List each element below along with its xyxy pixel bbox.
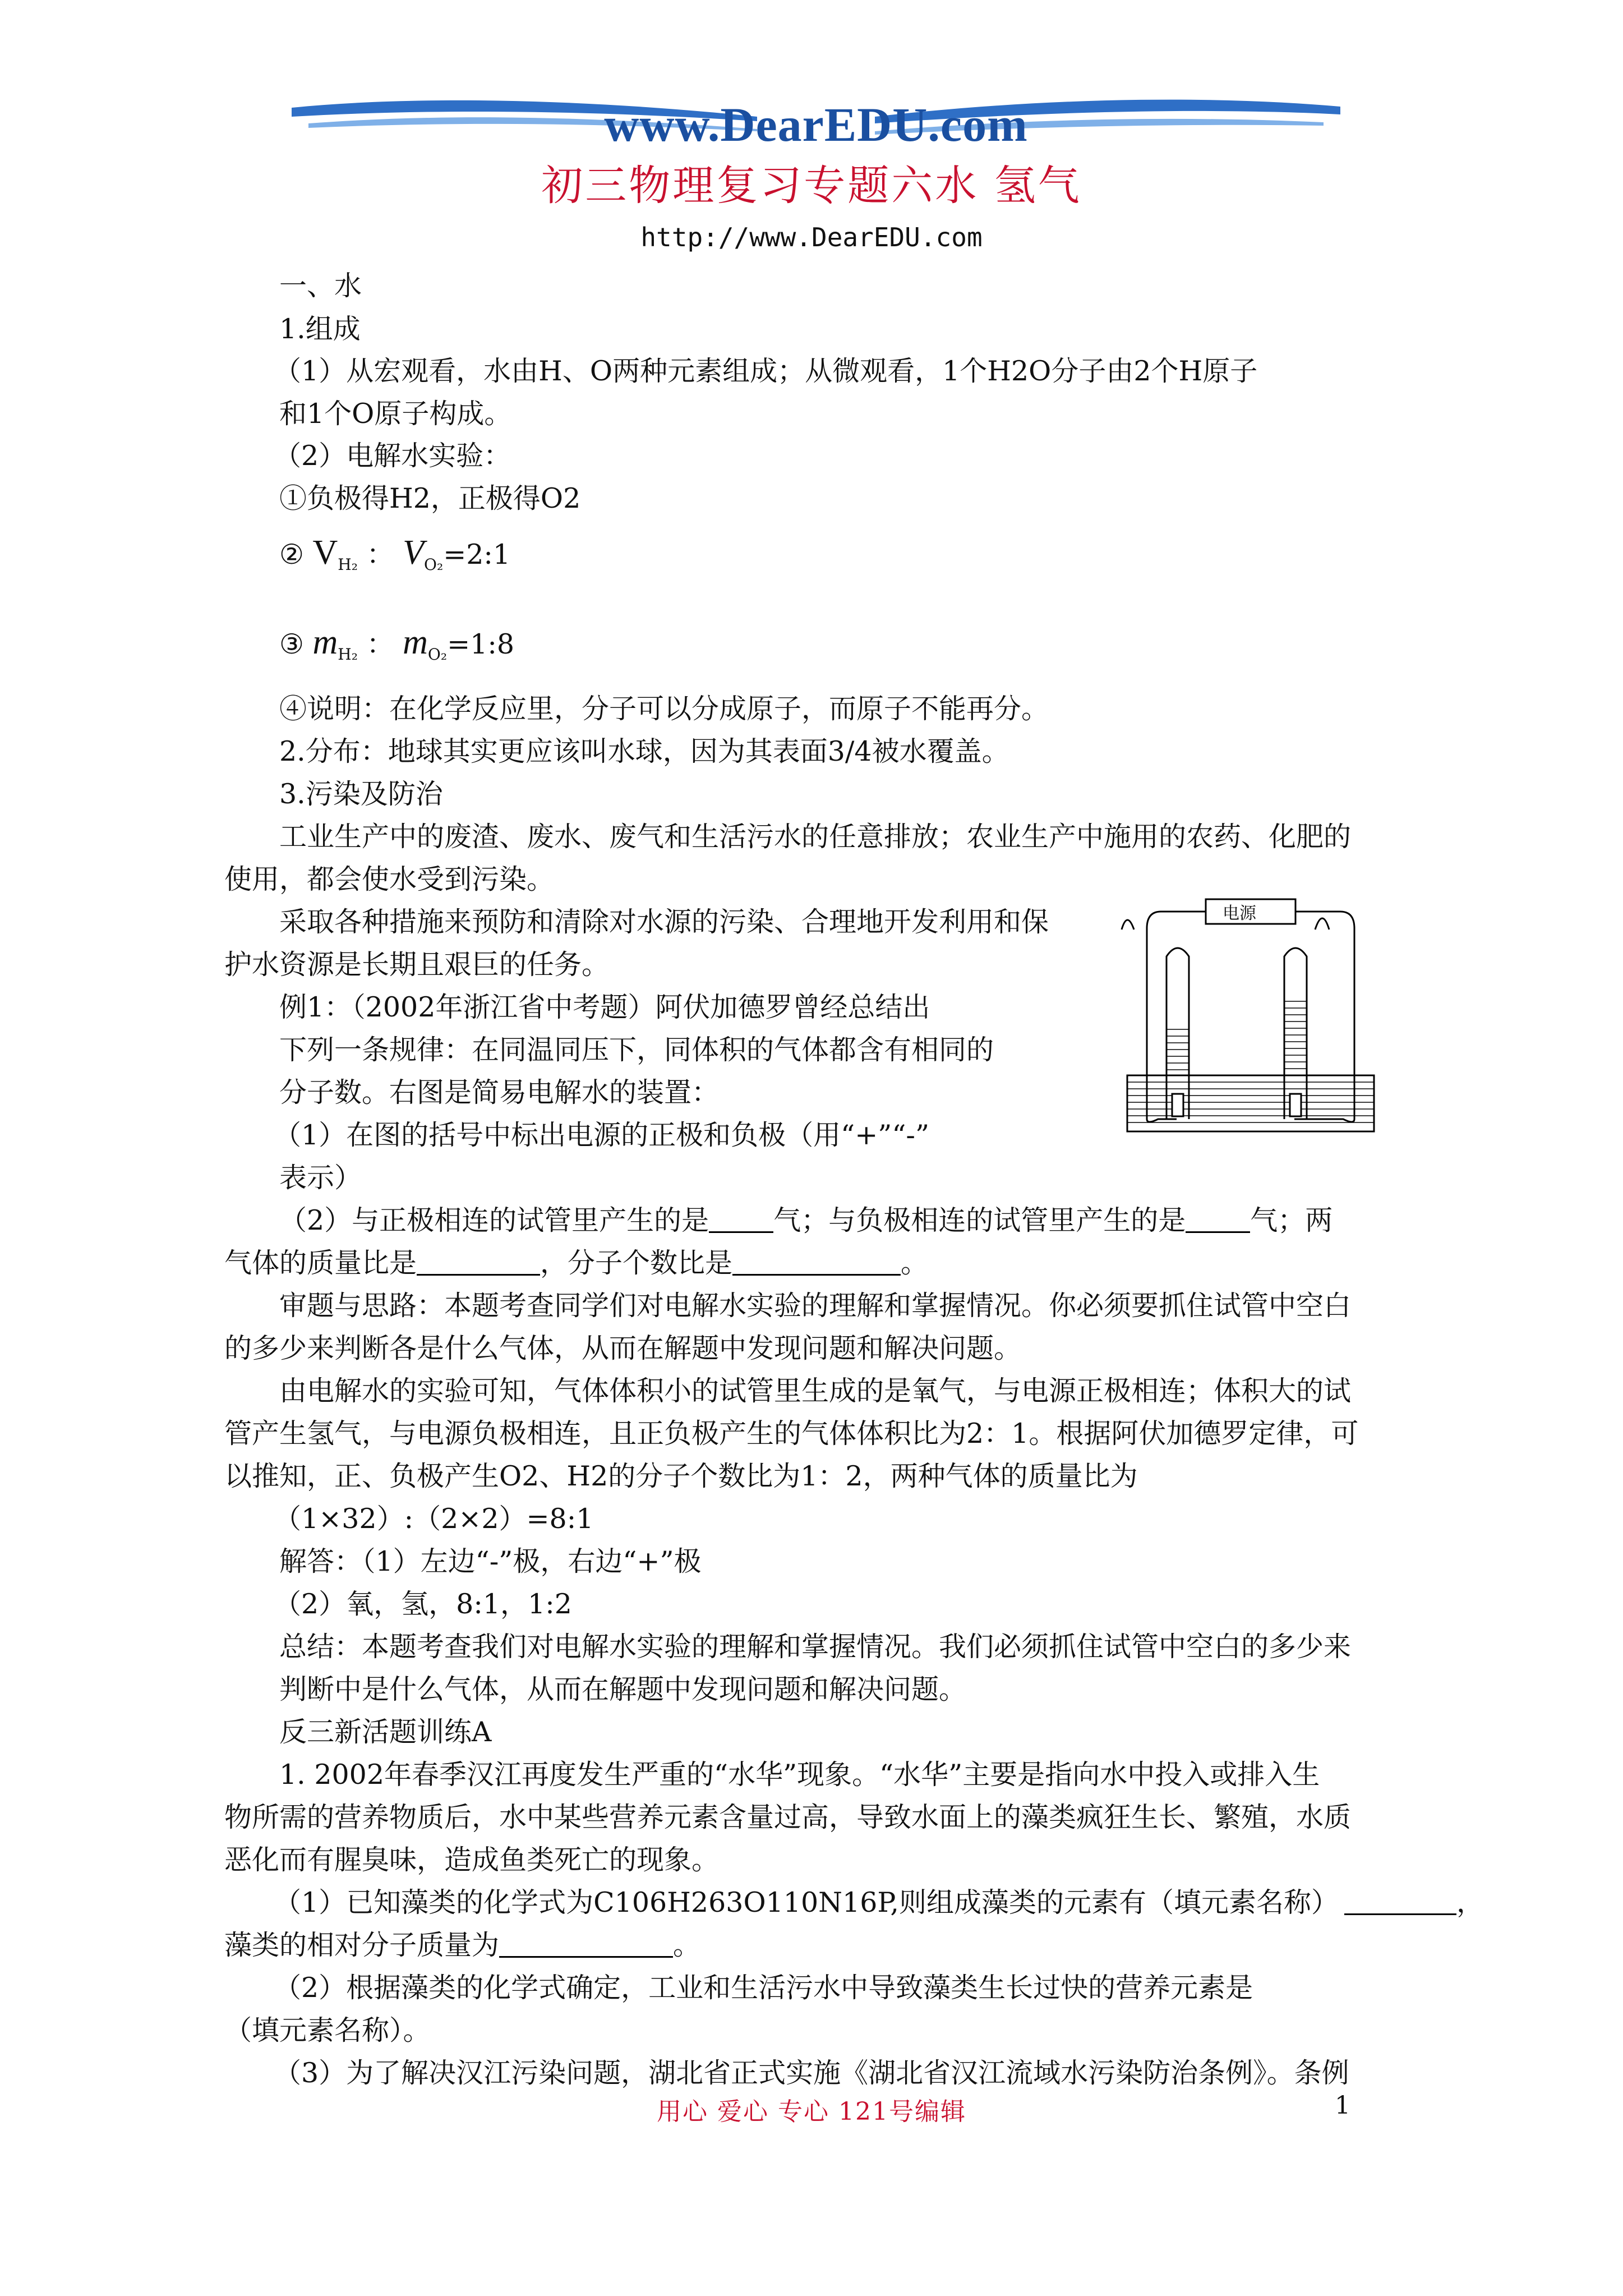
formula-subscript: H₂ <box>338 555 358 574</box>
paragraph: 使用，都会使水受到污染。 <box>224 863 555 895</box>
formula-number: ② <box>279 539 304 570</box>
question-text: （2）与正极相连的试管里产生的是 <box>279 1204 709 1236</box>
source-url: http://www.DearEDU.com <box>640 222 983 252</box>
paragraph: （1）从宏观看，水由H、O两种元素组成；从微观看，1个H2O分子由2个H原子 <box>274 355 1258 387</box>
formula-subscript: O₂ <box>427 645 448 664</box>
paragraph: （2）电解水实验： <box>274 440 511 472</box>
answer-paragraph: （2）氧，氢，8:1，1:2 <box>274 1588 572 1620</box>
analysis-paragraph: 由电解水的实验可知，气体体积小的试管里生成的是氧气，与电源正极相连；体积大的试 <box>279 1375 1352 1407</box>
analysis-paragraph: 以推知，正、负极产生O2、H2的分子个数比为1：2，两种气体的质量比为 <box>224 1460 1138 1492</box>
electrolysis-apparatus-diagram <box>1116 895 1385 1136</box>
example-paragraph: 下列一条规律：在同温同压下，同体积的气体都含有相同的 <box>279 1034 994 1066</box>
banner-site-name: www.DearEDU.com <box>604 98 1028 151</box>
example-paragraph: 例1：（2002年浙江省中考题）阿伏加德罗曾经总结出 <box>279 991 930 1023</box>
formula-symbol: V <box>403 533 424 572</box>
exercise-paragraph: （填元素名称）。 <box>224 2014 431 2046</box>
exercise-paragraph: 恶化而有腥臭味，造成鱼类死亡的现象。 <box>224 1844 720 1876</box>
formula-symbol: m <box>403 623 428 661</box>
question-text: 气；与负极相连的试管里产生的是 <box>773 1204 1186 1236</box>
question-text: 气体的质量比是 <box>224 1247 417 1279</box>
analysis-paragraph: 的多少来判断各是什么气体，从而在解题中发现问题和解决问题。 <box>224 1332 1022 1364</box>
analysis-equation: （1×32）:（2×2）=8:1 <box>274 1503 594 1535</box>
formula-symbol: m <box>312 623 338 661</box>
header-banner <box>292 84 1340 163</box>
analysis-paragraph: 管产生氢气，与电源负极相连，且正负极产生的气体体积比为2：1。根据阿伏加德罗定律，可 <box>224 1418 1359 1450</box>
question-paragraph <box>279 1203 1332 1239</box>
question-text: 藻类的相对分子质量为 <box>224 1929 500 1961</box>
formula-result: =1:8 <box>447 628 515 660</box>
power-source-label: 电源 <box>1223 904 1256 923</box>
paragraph: 采取各种措施来预防和清除对水源的污染、合理地开发利用和保 <box>279 906 1049 938</box>
question-text: 气；两 <box>1250 1204 1333 1236</box>
question-paragraph: 表示） <box>279 1162 362 1194</box>
exercise-paragraph <box>224 1927 700 1963</box>
answer-paragraph: 解答：（1）左边“-”极，右边“+”极 <box>279 1545 702 1577</box>
paragraph: ①负极得H2，正极得O2 <box>279 482 581 514</box>
formula-separator: ： <box>366 539 394 570</box>
formula-subscript: H₂ <box>338 645 358 664</box>
summary-paragraph: 判断中是什么气体，从而在解题中发现问题和解决问题。 <box>279 1673 967 1705</box>
section-heading: 一、水 <box>279 270 362 302</box>
answer-blank[interactable] <box>1344 1889 1456 1915</box>
answer-blank[interactable] <box>499 1931 673 1958</box>
volume-ratio-formula <box>279 533 510 574</box>
exercise-paragraph: 1. 2002年春季汉江再度发生严重的“水华”现象。“水华”主要是指向水中投入或排入生 <box>279 1759 1320 1791</box>
paragraph: 和1个O原子构成。 <box>279 398 512 430</box>
analysis-paragraph: 审题与思路：本题考查同学们对电解水实验的理解和掌握情况。你必须要抓住试管中空白 <box>279 1290 1352 1322</box>
page-number: 1 <box>1335 2091 1350 2120</box>
paragraph: 工业生产中的废渣、废水、废气和生活污水的任意排放；农业生产中施用的农药、化肥的 <box>279 821 1352 853</box>
question-text: 。 <box>673 1929 701 1961</box>
exercise-paragraph: （2）根据藻类的化学式确定，工业和生活污水中导致藻类生长过快的营养元素是 <box>274 1972 1253 2004</box>
document-title: 初三物理复习专题六水 氢气 <box>541 162 1082 210</box>
formula-result: =2:1 <box>443 539 511 570</box>
question-text: 。 <box>901 1247 929 1279</box>
question-paragraph: （1）在图的括号中标出电源的正极和负极（用“+”“-” <box>274 1119 929 1151</box>
formula-symbol: V <box>312 533 338 572</box>
question-text: ， <box>1456 1887 1484 1918</box>
question-text: ，分子个数比是 <box>540 1247 733 1279</box>
formula-subscript: O₂ <box>424 555 444 574</box>
question-text: （1）已知藻类的化学式为C106H263O110N16P,则组成藻类的元素有（填元素名称） <box>274 1887 1339 1918</box>
formula-number: ③ <box>279 628 304 660</box>
paragraph: 2.分布：地球其实更应该叫水球，因为其表面3/4被水覆盖。 <box>279 735 1009 767</box>
answer-blank[interactable] <box>732 1249 901 1276</box>
subheading-composition: 1.组成 <box>279 313 361 345</box>
apparatus-drawing <box>1116 895 1385 1136</box>
exercise-paragraph <box>274 1885 1484 1921</box>
exercise-paragraph: 物所需的营养物质后，水中某些营养元素含量过高，导致水面上的藻类疯狂生长、繁殖，水质 <box>224 1801 1352 1833</box>
summary-paragraph: 总结：本题考查我们对电解水实验的理解和掌握情况。我们必须抓住试管中空白的多少来 <box>279 1631 1352 1663</box>
answer-blank[interactable] <box>1186 1207 1250 1233</box>
answer-blank[interactable] <box>417 1249 540 1276</box>
exercise-paragraph: （3）为了解决汉江污染问题，湖北省正式实施《湖北省汉江流域水污染防治条例》。条例 <box>274 2057 1349 2089</box>
exercise-heading: 反三新活题训练A <box>279 1716 492 1748</box>
example-paragraph: 分子数。右图是简易电解水的装置： <box>279 1076 720 1108</box>
formula-separator: ： <box>366 628 394 660</box>
paragraph: 护水资源是长期且艰巨的任务。 <box>224 949 610 981</box>
paragraph: 3.污染及防治 <box>279 778 443 810</box>
mass-ratio-formula <box>279 623 514 664</box>
question-paragraph <box>224 1245 928 1281</box>
paragraph: ④说明：在化学反应里，分子可以分成原子，而原子不能再分。 <box>279 693 1049 725</box>
footer-slogan: 用心 爱心 专心 121号编辑 <box>657 2097 966 2126</box>
answer-blank[interactable] <box>709 1207 773 1233</box>
